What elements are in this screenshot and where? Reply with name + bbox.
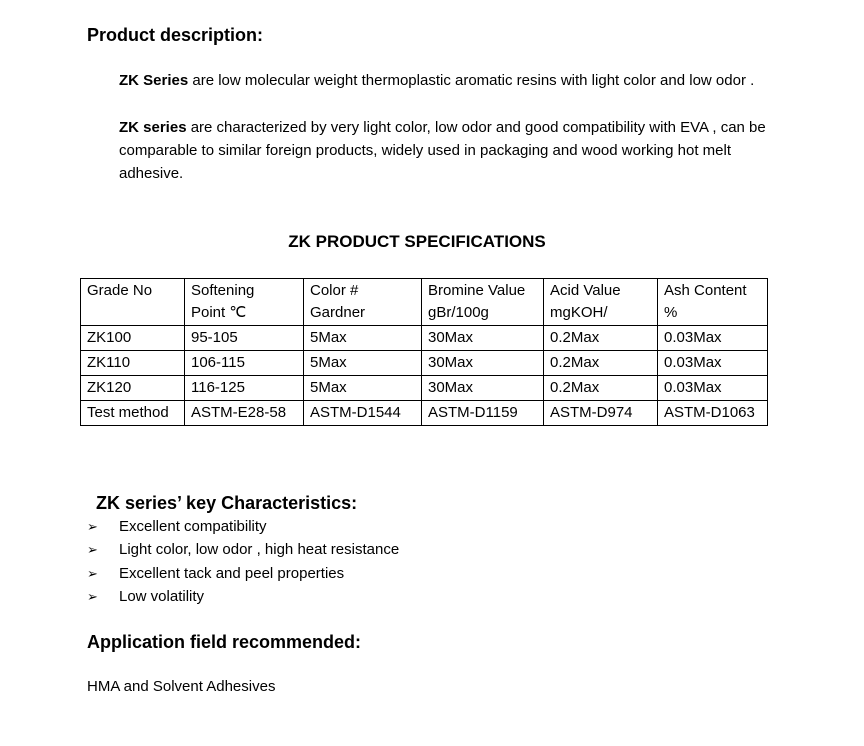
table-header-line: [87, 302, 178, 324]
arrow-bullet-icon: ➢: [87, 588, 98, 604]
table-cell: ASTM-D1159: [422, 401, 544, 426]
zk-series-bold-2: ZK series: [119, 119, 187, 136]
table-cell: ASTM-D1063: [658, 401, 768, 426]
list-item-text: Excellent tack and peel properties: [119, 564, 345, 582]
table-cell: ZK100: [81, 326, 185, 351]
table-cell: 95-105: [185, 326, 304, 351]
table-cell: 0.03Max: [658, 326, 768, 351]
specifications-table: [80, 278, 768, 426]
table-cell: ZK120: [81, 376, 185, 401]
table-cell: ASTM-E28-58: [185, 401, 304, 426]
description-paragraph-1: [87, 69, 799, 92]
table-cell: 5Max: [304, 376, 422, 401]
list-item: [87, 538, 399, 561]
table-header-line: Grade No: [87, 282, 153, 299]
table-cell: 0.2Max: [544, 376, 658, 401]
table-cell: 5Max: [304, 351, 422, 376]
table-cell: 106-115: [185, 351, 304, 376]
table-row: [81, 376, 768, 401]
table-header-line: Color #: [310, 282, 359, 299]
zk-series-bold: ZK Series: [119, 72, 189, 89]
table-header-cell: [81, 279, 185, 326]
list-item-text: Low volatility: [119, 587, 205, 605]
table-cell: ASTM-D1544: [304, 401, 422, 426]
table-header-line: Bromine Value: [428, 282, 526, 299]
arrow-bullet-icon: ➢: [87, 542, 98, 558]
table-header-line: Softening: [191, 282, 255, 299]
description-paragraph-2: [87, 116, 799, 185]
table-header-line: %: [664, 304, 678, 321]
table-header-line: Acid Value: [550, 282, 621, 299]
table-cell: 0.2Max: [544, 326, 658, 351]
arrow-bullet-icon: ➢: [87, 565, 98, 581]
list-item: [87, 562, 399, 585]
table-header-cell: [544, 279, 658, 326]
table-header-row: [81, 279, 768, 326]
table-cell: 0.2Max: [544, 351, 658, 376]
characteristics-heading: ZK series’ key Characteristics:: [96, 493, 358, 513]
specifications-title: ZK PRODUCT SPECIFICATIONS: [288, 232, 546, 251]
table-row: [81, 401, 768, 426]
table-cell: 116-125: [185, 376, 304, 401]
table-header-line: gBr/100g: [428, 304, 489, 321]
table-cell: 30Max: [422, 376, 544, 401]
list-item-text: Excellent compatibility: [119, 518, 267, 535]
arrow-bullet-icon: ➢: [87, 519, 98, 534]
table-header-cell: [658, 279, 768, 326]
application-text: HMA and Solvent Adhesives: [87, 678, 276, 695]
table-row: [81, 326, 768, 351]
table-cell: 5Max: [304, 326, 422, 351]
application-heading: Application field recommended:: [87, 632, 362, 652]
table-cell: ZK110: [81, 351, 185, 376]
table-header-line: mgKOH/: [550, 304, 608, 321]
table-cell: Test method: [81, 401, 185, 426]
characteristics-list: [87, 515, 399, 608]
table-header-line: Ash Content: [664, 282, 747, 299]
table-cell: 30Max: [422, 351, 544, 376]
table-header-cell: [422, 279, 544, 326]
table-cell: ASTM-D974: [544, 401, 658, 426]
description-paragraph-1-text: are low molecular weight thermoplastic aromatic resins with light color and low odor .: [188, 72, 755, 89]
table-header-cell: [304, 279, 422, 326]
table-header-line: Point ℃: [191, 304, 247, 321]
list-item: [87, 585, 399, 608]
table-header-line: Gardner: [310, 304, 366, 321]
table-row: [81, 351, 768, 376]
table-cell: 0.03Max: [658, 351, 768, 376]
list-item-text: Light color, low odor , high heat resistance: [119, 541, 400, 559]
table-cell: 0.03Max: [658, 376, 768, 401]
table-header-cell: [185, 279, 304, 326]
table-cell: 30Max: [422, 326, 544, 351]
product-description-heading: Product description:: [87, 25, 264, 45]
description-paragraph-2-text: are characterized by very light color, low odor and good compatibility with EVA , can be comparable to similar foreign products, widely used in packaging and wood working hot melt adhesive.: [119, 119, 766, 182]
list-item: [87, 515, 399, 538]
